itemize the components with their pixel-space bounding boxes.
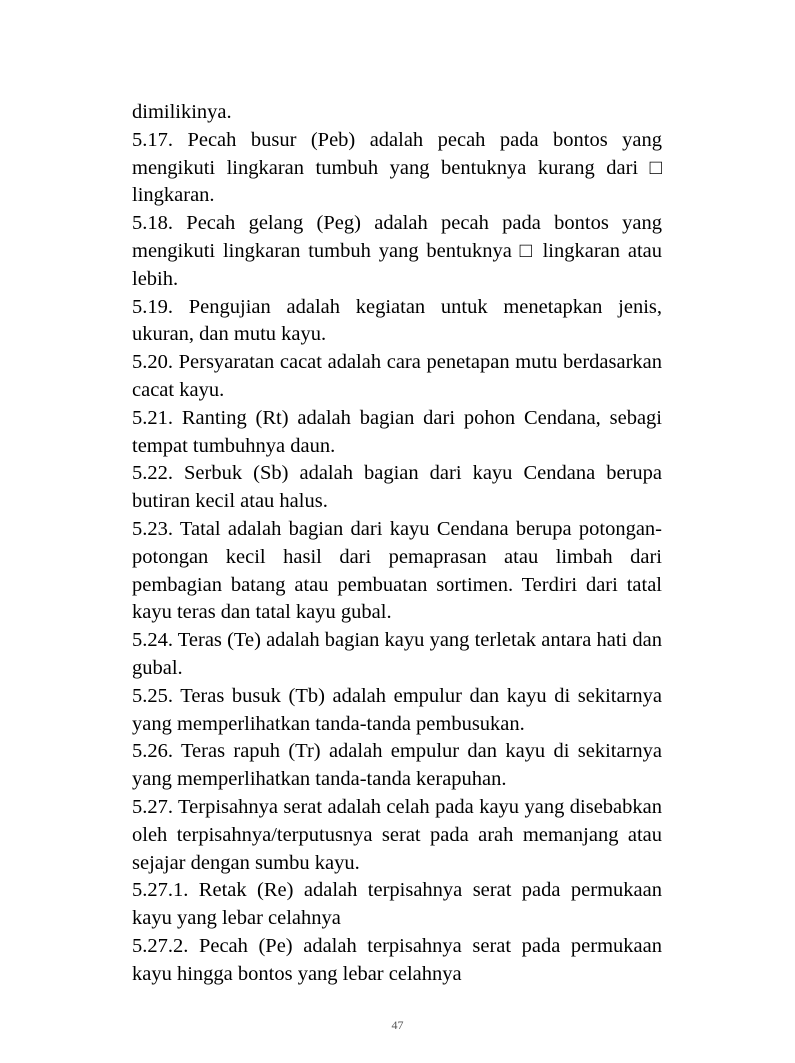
definition-5-19: 5.19. Pengujian adalah kegiatan untuk menetapkan jenis, ukuran, dan mutu kayu. xyxy=(132,295,662,346)
definition-5-18: 5.18. Pecah gelang (Peg) adalah pecah pada bontos yang mengikuti lingkaran tumbuh yang bentuknya □ lingkaran atau lebih. xyxy=(132,212,662,290)
definition-5-20: 5.20. Persyaratan cacat adalah cara penetapan mutu berdasarkan cacat kayu. xyxy=(132,351,662,401)
paragraph-continuation: dimilikinya. xyxy=(132,101,232,123)
definition-5-22: 5.22. Serbuk (Sb) adalah bagian dari kayu Cendana berupa butiran kecil atau halus. xyxy=(132,462,662,513)
body-text xyxy=(132,99,662,989)
definition-5-27-2: 5.27.2. Pecah (Pe) adalah terpisahnya serat pada permukaan kayu hingga bontos yang lebar celahnya xyxy=(132,934,662,985)
definition-5-21: 5.21. Ranting (Rt) adalah bagian dari pohon Cendana, sebagi tempat tumbuhnya daun. xyxy=(132,406,662,457)
definition-5-26: 5.26. Teras rapuh (Tr) adalah empulur dan kayu di sekitarnya yang memperlihatkan tanda-tanda kerapuhan. xyxy=(132,740,662,791)
definition-5-17: 5.17. Pecah busur (Peb) adalah pecah pada bontos yang mengikuti lingkaran tumbuh yang bentuknya kurang dari □ lingkaran. xyxy=(132,128,662,207)
definition-5-27-1: 5.27.1. Retak (Re) adalah terpisahnya serat pada permukaan kayu yang lebar celahnya xyxy=(132,879,662,930)
definition-5-27: 5.27. Terpisahnya serat adalah celah pada kayu yang disebabkan oleh terpisahnya/terputusnya serat pada arah memanjang atau sejajar dengan sumbu kayu. xyxy=(132,795,662,874)
definition-5-23: 5.23. Tatal adalah bagian dari kayu Cendana berupa potongan-potongan kecil hasil dari pemaprasan atau limbah dari pembagian batang atau pembuatan sortimen. Terdiri dari tatal kayu teras dan tatal kayu gubal. xyxy=(132,517,662,624)
definition-5-24: 5.24. Teras (Te) adalah bagian kayu yang terletak antara hati dan gubal. xyxy=(132,629,662,679)
definition-5-25: 5.25. Teras busuk (Tb) adalah empulur dan kayu di sekitarnya yang memperlihatkan tanda-tanda pembusukan. xyxy=(132,684,662,735)
page-number: 47 xyxy=(391,1018,404,1032)
